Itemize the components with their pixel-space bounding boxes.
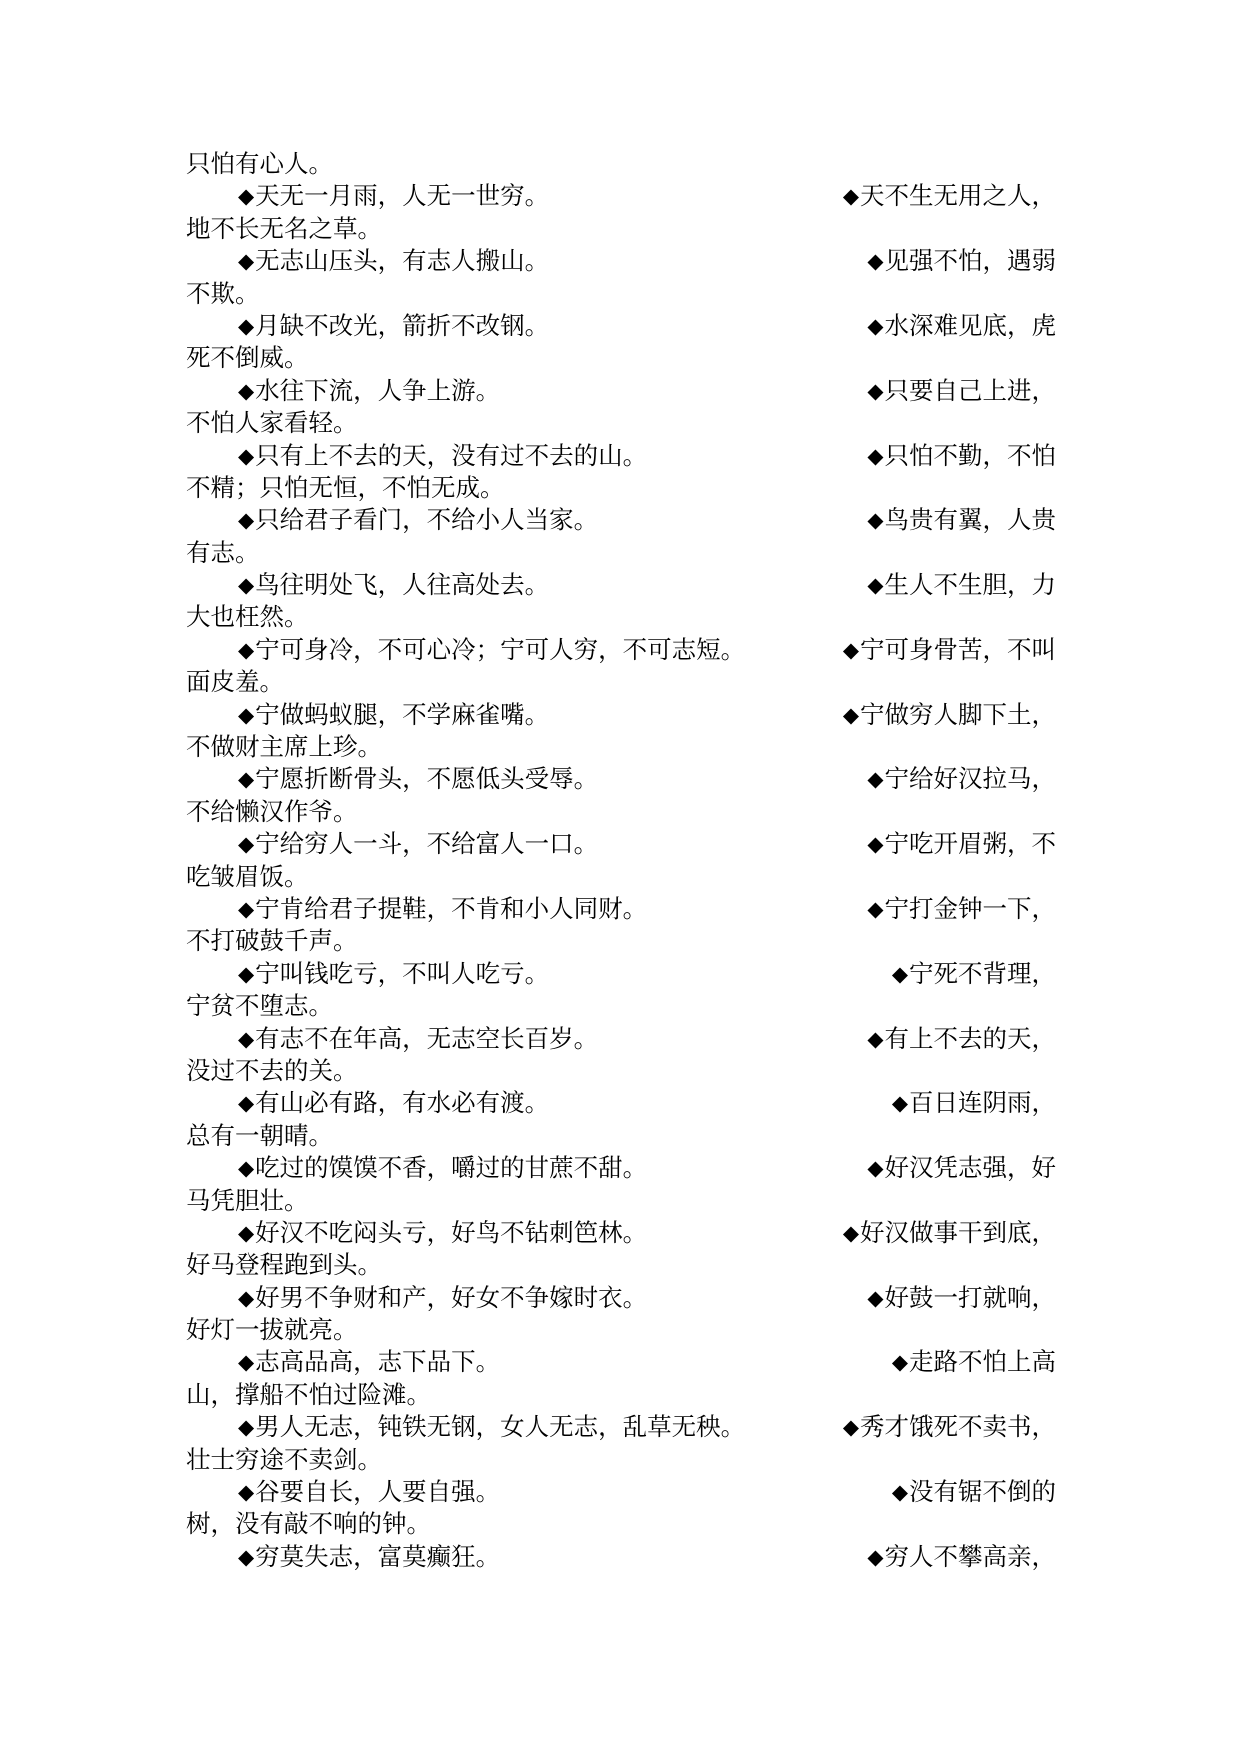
diamond-bullet-icon: ◆ [238,313,255,338]
proverb-text-block [186,148,1056,1573]
proverb-left-text: 谷要自长，人要自强。 [255,1477,501,1507]
proverb-right-text: 有上不去的天， [884,1023,1056,1053]
proverb-right [867,310,1056,342]
proverb-row [186,1282,1056,1314]
proverb-left [238,958,549,990]
continuation-line: 死不倒威。 [186,343,309,373]
continuation-line: 壮士穷途不卖剑。 [186,1444,382,1474]
proverb-right-text: 天不生无用之人， [860,181,1056,211]
proverb-right [843,180,1056,212]
proverb-row [186,1152,1056,1184]
continuation-line: 地不长无名之草。 [186,213,382,243]
diamond-bullet-icon: ◆ [867,767,884,792]
proverb-right-text: 宁打金钟一下， [884,893,1056,923]
diamond-bullet-icon: ◆ [238,443,255,468]
diamond-bullet-icon: ◆ [238,1091,255,1116]
proverb-left [238,1476,500,1508]
proverb-right [843,634,1056,666]
proverb-left-text: 宁愿折断骨头，不愿低头受辱。 [255,764,599,794]
diamond-bullet-icon: ◆ [891,1091,908,1116]
proverb-right [867,1023,1056,1055]
continuation-line: 树，没有敲不响的钟。 [186,1509,431,1539]
proverb-row [186,958,1056,990]
proverb-left-text: 穷莫失志，富莫癫狂。 [255,1541,501,1571]
proverb-right [867,504,1056,536]
proverb-left-text: 宁肯给君子提鞋，不肯和小人同财。 [255,893,648,923]
proverb-right [867,1282,1056,1314]
proverb-left-text: 宁叫钱吃亏，不叫人吃亏。 [255,958,550,988]
proverb-left-text: 天无一月雨，人无一世穷。 [255,181,550,211]
continuation-line: 吃皱眉饭。 [186,861,309,891]
proverb-left-text: 宁给穷人一斗，不给富人一口。 [255,829,599,859]
diamond-bullet-icon: ◆ [891,1350,908,1375]
proverb-row [186,504,1056,536]
continuation-line: 有志。 [186,537,260,567]
proverb-right-text: 好汉做事干到底， [860,1217,1056,1247]
proverb-left-text: 有志不在年高，无志空长百岁。 [255,1023,599,1053]
proverb-left [238,1023,598,1055]
continuation-line: 不打破鼓千声。 [186,926,358,956]
proverb-left [238,245,549,277]
proverb-left [238,1217,647,1249]
proverb-right [867,440,1056,472]
diamond-bullet-icon: ◆ [867,378,884,403]
proverb-left-text: 水往下流，人争上游。 [255,375,501,405]
proverb-left-text: 鸟往明处飞，人往高处去。 [255,570,550,600]
proverb-right-text: 只怕不勤，不怕 [884,440,1056,470]
proverb-left-text: 志高品高，志下品下。 [255,1347,501,1377]
continuation-line: 不怕人家看轻。 [186,408,358,438]
diamond-bullet-icon: ◆ [238,184,255,209]
continuation-line: 好马登程跑到头。 [186,1250,382,1280]
proverb-right-text: 鸟贵有翼，人贵 [884,505,1056,535]
proverb-left [238,1346,500,1378]
proverb-left-text: 有山必有路，有水必有渡。 [255,1088,550,1118]
proverb-row [186,1411,1056,1443]
proverb-right-text: 走路不怕上高 [909,1347,1056,1377]
diamond-bullet-icon: ◆ [842,184,859,209]
diamond-bullet-icon: ◆ [867,832,884,857]
diamond-bullet-icon: ◆ [891,961,908,986]
diamond-bullet-icon: ◆ [238,896,255,921]
proverb-right-text: 秀才饿死不卖书， [860,1412,1056,1442]
proverb-right [867,245,1056,277]
proverb-right [867,893,1056,925]
diamond-bullet-icon: ◆ [238,832,255,857]
proverb-left-text: 好男不争财和产，好女不争嫁时衣。 [255,1282,648,1312]
proverb-row [186,1476,1056,1508]
diamond-bullet-icon: ◆ [842,1220,859,1245]
proverb-right-text: 宁给好汉拉马， [884,764,1056,794]
proverb-right-text: 宁做穷人脚下土， [860,699,1056,729]
proverb-left [238,180,549,212]
continuation-line: 好灯一拔就亮。 [186,1315,358,1345]
diamond-bullet-icon: ◆ [238,637,255,662]
proverb-row [186,375,1056,407]
proverb-right [867,828,1056,860]
proverb-row [186,180,1056,212]
diamond-bullet-icon: ◆ [867,896,884,921]
proverb-right-text: 好汉凭志强，好 [884,1153,1056,1183]
proverb-left [238,1411,745,1443]
diamond-bullet-icon: ◆ [238,508,255,533]
proverb-left [238,699,549,731]
diamond-bullet-icon: ◆ [238,1544,255,1569]
proverb-row [186,763,1056,795]
diamond-bullet-icon: ◆ [238,573,255,598]
continuation-line: 不做财主席上珍。 [186,732,382,762]
proverb-right [843,1411,1056,1443]
diamond-bullet-icon: ◆ [867,443,884,468]
proverb-right-text: 宁可身骨苦，不叫 [860,634,1056,664]
continuation-line: 山，撑船不怕过险滩。 [186,1379,431,1409]
proverb-left-text: 宁做蚂蚁腿，不学麻雀嘴。 [255,699,550,729]
proverb-left-text: 好汉不吃闷头亏，好鸟不钻刺笆林。 [255,1217,648,1247]
proverb-right [892,1346,1056,1378]
proverb-right-text: 见强不怕，遇弱 [884,246,1056,276]
proverb-right [843,1217,1056,1249]
diamond-bullet-icon: ◆ [238,1156,255,1181]
diamond-bullet-icon: ◆ [867,249,884,274]
proverb-right [843,699,1056,731]
diamond-bullet-icon: ◆ [867,313,884,338]
proverb-left [238,569,549,601]
proverb-right-text: 百日连阴雨， [909,1088,1056,1118]
diamond-bullet-icon: ◆ [842,637,859,662]
proverb-left [238,1152,647,1184]
proverb-left [238,828,598,860]
continuation-line: 宁贫不堕志。 [186,991,333,1021]
proverb-right-text: 水深难见底，虎 [884,310,1056,340]
proverb-row [186,1087,1056,1119]
proverb-row [186,634,1056,666]
proverb-right [867,569,1056,601]
diamond-bullet-icon: ◆ [867,573,884,598]
proverb-left-text: 只有上不去的天，没有过不去的山。 [255,440,648,470]
diamond-bullet-icon: ◆ [238,249,255,274]
proverb-left-text: 吃过的馍馍不香，嚼过的甘蔗不甜。 [255,1153,648,1183]
proverb-left [238,893,647,925]
diamond-bullet-icon: ◆ [238,702,255,727]
diamond-bullet-icon: ◆ [867,1156,884,1181]
proverb-row [186,1541,1056,1573]
proverb-left [238,375,500,407]
proverb-right [892,1087,1056,1119]
proverb-row [186,1023,1056,1055]
continuation-line: 面皮羞。 [186,667,284,697]
proverb-left [238,763,598,795]
diamond-bullet-icon: ◆ [238,1285,255,1310]
proverb-right [867,375,1056,407]
proverb-left-text: 月缺不改光，箭折不改钢。 [255,310,550,340]
diamond-bullet-icon: ◆ [867,1544,884,1569]
diamond-bullet-icon: ◆ [842,1415,859,1440]
proverb-left [238,440,647,472]
continuation-line: 不欺。 [186,278,260,308]
continuation-line: 大也枉然。 [186,602,309,632]
diamond-bullet-icon: ◆ [238,1026,255,1051]
diamond-bullet-icon: ◆ [867,1026,884,1051]
proverb-left [238,504,598,536]
proverb-right-text: 宁死不背理， [909,958,1056,988]
proverb-row [186,699,1056,731]
proverb-left [238,1087,549,1119]
proverb-right-text: 宁吃开眉粥，不 [884,829,1056,859]
proverb-left-text: 只给君子看门，不给小人当家。 [255,505,599,535]
diamond-bullet-icon: ◆ [867,508,884,533]
diamond-bullet-icon: ◆ [238,1350,255,1375]
proverb-row [186,893,1056,925]
proverb-row [186,1217,1056,1249]
proverb-right [892,1476,1056,1508]
proverb-left-text: 宁可身冷，不可心冷；宁可人穷，不可志短。 [255,634,746,664]
proverb-left-text: 男人无志，钝铁无钢，女人无志，乱草无秧。 [255,1412,746,1442]
proverb-left [238,634,745,666]
continuation-line: 马凭胆壮。 [186,1185,309,1215]
proverb-left [238,310,549,342]
diamond-bullet-icon: ◆ [238,767,255,792]
proverb-left [238,1282,647,1314]
proverb-right [867,1152,1056,1184]
diamond-bullet-icon: ◆ [238,378,255,403]
proverb-right-text: 没有锯不倒的 [909,1477,1056,1507]
proverb-row [186,310,1056,342]
proverb-left-text: 无志山压头，有志人搬山。 [255,246,550,276]
continuation-line: 总有一朝晴。 [186,1120,333,1150]
diamond-bullet-icon: ◆ [891,1480,908,1505]
continuation-line: 不给懒汉作爷。 [186,796,358,826]
proverb-row [186,828,1056,860]
proverb-right-text: 生人不生胆，力 [884,570,1056,600]
proverb-row [186,1346,1056,1378]
proverb-left [238,1541,500,1573]
diamond-bullet-icon: ◆ [842,702,859,727]
diamond-bullet-icon: ◆ [238,1220,255,1245]
diamond-bullet-icon: ◆ [238,961,255,986]
proverb-right-text: 只要自己上进， [884,375,1056,405]
proverb-row [186,440,1056,472]
continuation-line: 没过不去的关。 [186,1055,358,1085]
proverb-right [867,1541,1056,1573]
proverb-row [186,569,1056,601]
proverb-right [892,958,1056,990]
proverb-right-text: 好鼓一打就响， [884,1282,1056,1312]
diamond-bullet-icon: ◆ [867,1285,884,1310]
diamond-bullet-icon: ◆ [238,1480,255,1505]
proverb-row [186,245,1056,277]
proverb-right [867,763,1056,795]
continuation-line: 只怕有心人。 [186,149,333,178]
diamond-bullet-icon: ◆ [238,1415,255,1440]
proverb-right-text: 穷人不攀高亲， [884,1541,1056,1571]
continuation-line: 不精；只怕无恒，不怕无成。 [186,472,505,502]
